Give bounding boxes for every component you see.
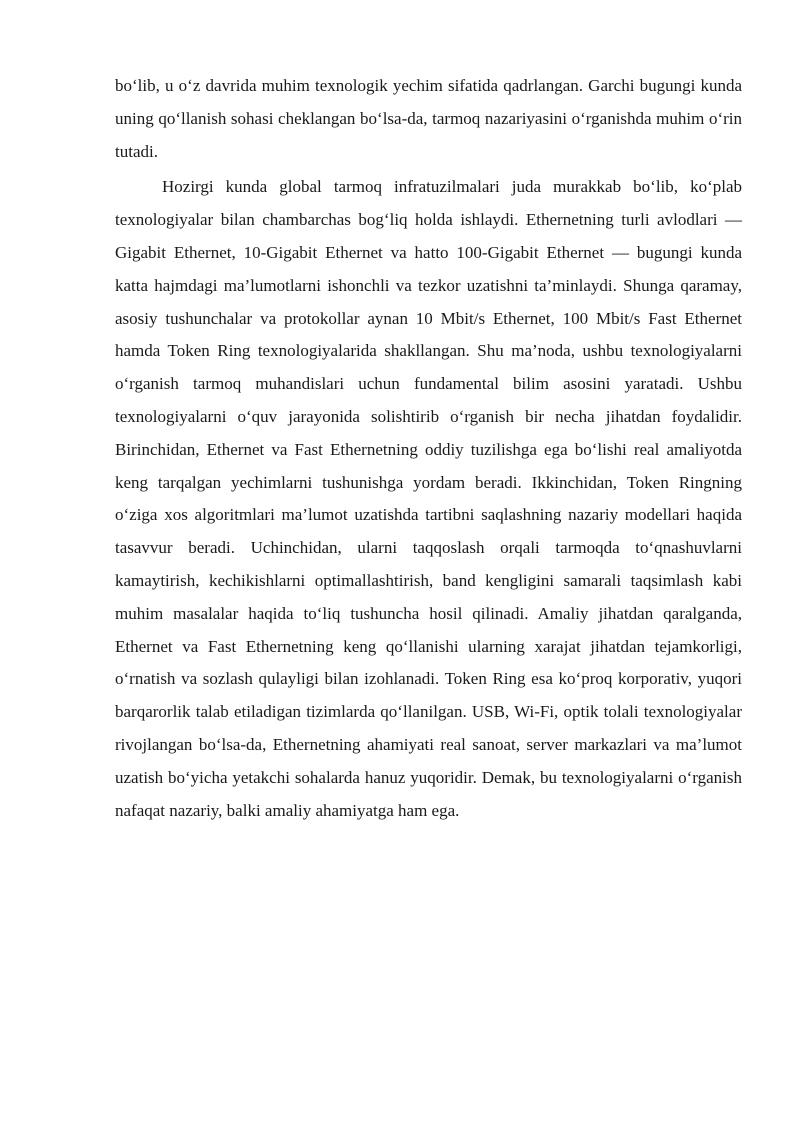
paragraph-main: Hozirgi kunda global tarmoq infratuzilmalari juda murakkab bo‘lib, ko‘plab texnologiyalar bilan chambarchas bog‘liq holda ishlaydi. Ethernetning turli avlodlari — Gigabit Ethernet, 10-Gigabit Ethernet va hatto 100-Gigabit Ethernet — bugungi kunda katta hajmdagi ma’lumotlarni ishonchli va tezkor uzatishni ta’minlaydi. Shunga qaramay, asosiy tushunchalar va protokollar aynan 10 Mbit/s Ethernet, 100 Mbit/s Fast Ethernet hamda Token Ring texnologiyalarida shakllangan. Shu ma’noda, ushbu texnologiyalarni o‘rganish tarmoq muhandislari uchun fundamental bilim asosini yaratadi. Ushbu texnologiyalarni o‘quv jarayonida solishtirib o‘rganish bir necha jihatdan foydalidir. Birinchidan, Ethernet va Fast Ethernetning oddiy tuzilishga ega bo‘lishi real amaliyotda keng tarqalgan yechimlarni tushunishga yordam beradi. Ikkinchidan, Token Ringning o‘ziga xos algoritmlari ma’lumot uzatishda tartibni saqlashning nazariy modellari haqida tasavvur beradi. Uchinchidan, ularni taqqoslash orqali tarmoqda to‘qnashuvlarni kamaytirish, kechikishlarni optimallashtirish, band kengligini samarali taqsimlash kabi muhim masalalar haqida to‘liq tushuncha hosil qilinadi. Amaliy jihatdan qaralganda, Ethernet va Fast Ethernetning keng qo‘llanishi ularning xarajat jihatdan tejamkorligi, o‘rnatish va sozlash qulayligi bilan izohlanadi. Token Ring esa ko‘proq korporativ, yuqori barqarorlik talab etiladigan tizimlarda qo‘llanilgan. USB, Wi-Fi, optik tolali texnologiyalar rivojlangan bo‘lsa-da, Ethernetning ahamiyati real sanoat, server markazlari va ma’lumot uzatish bo‘yicha yetakchi sohalarda hanuz yuqoridir. Demak, bu texnologiyalarni o‘rganish nafaqat nazariy, balki amaliy ahamiyatga ham ega. [115, 177, 742, 820]
paragraph-continuation: bo‘lib, u o‘z davrida muhim texnologik yechim sifatida qadrlangan. Garchi bugungi kunda uning qo‘llanish sohasi cheklangan bo‘lsa-da, tarmoq nazariyasini o‘rganishda muhim o‘rin tutadi. [115, 76, 742, 161]
document-body [115, 70, 742, 827]
